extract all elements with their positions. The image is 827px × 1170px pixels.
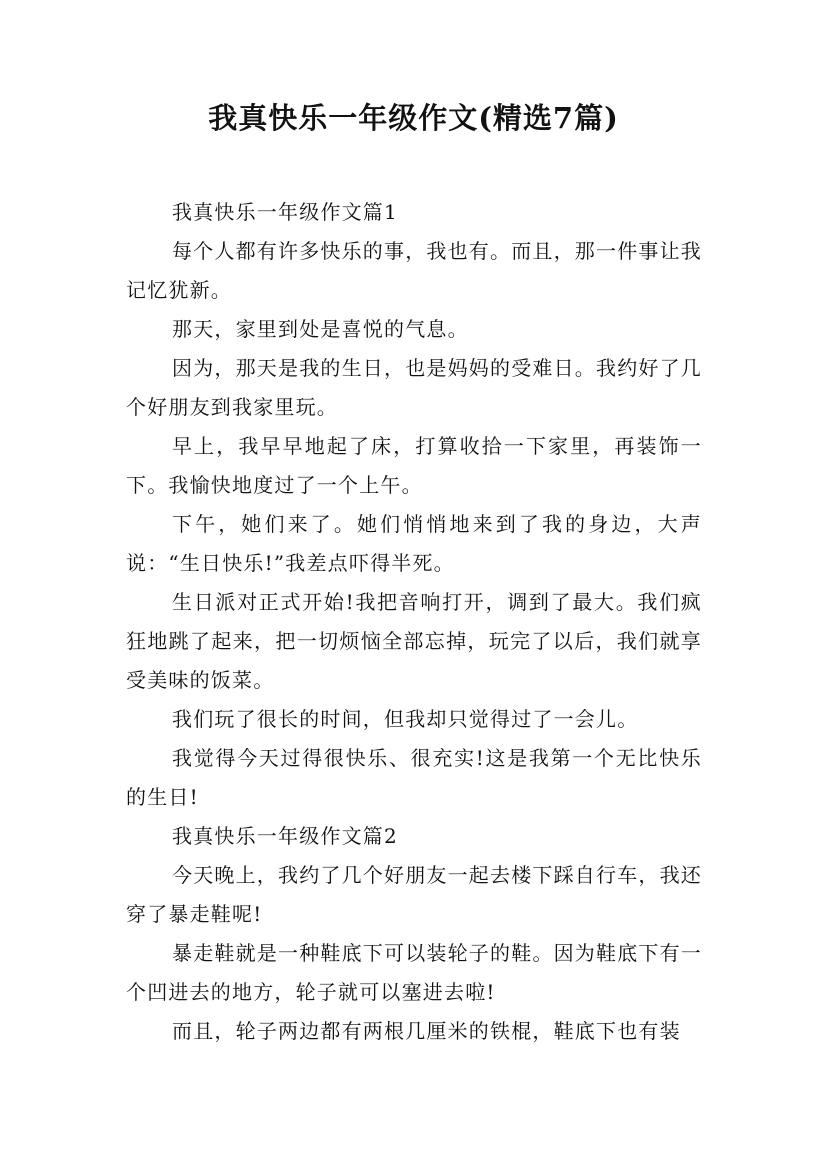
section-heading: 我真快乐一年级作文篇1: [172, 200, 398, 224]
paragraph: 而且，轮子两边都有两根几厘米的铁棍，鞋底下也有装: [172, 1019, 681, 1043]
paragraph: 下午，她们来了。她们悄悄地来到了我的身边，大声说：“生日快乐!”我差点吓得半死。: [126, 512, 702, 575]
document-title: 我真快乐一年级作文(精选7篇): [208, 101, 619, 135]
paragraph: 因为，那天是我的生日，也是妈妈的受难日。我约好了几个好朋友到我家里玩。: [126, 356, 702, 419]
paragraph: 每个人都有许多快乐的事，我也有。而且，那一件事让我记忆犹新。: [126, 239, 702, 302]
paragraph: 今天晚上，我约了几个好朋友一起去楼下踩自行车，我还穿了暴走鞋呢!: [126, 863, 702, 926]
paragraph: 暴走鞋就是一种鞋底下可以装轮子的鞋。因为鞋底下有一个凹进去的地方，轮子就可以塞进去啦!: [126, 941, 702, 1004]
paragraph: 生日派对正式开始!我把音响打开，调到了最大。我们疯狂地跳了起来，把一切烦恼全部忘掉，玩完了以后，我们就享受美味的饭菜。: [126, 590, 702, 692]
paragraph: 那天，家里到处是喜悦的气息。: [172, 317, 469, 341]
section-heading: 我真快乐一年级作文篇2: [172, 824, 398, 848]
paragraph: 早上，我早早地起了床，打算收拾一下家里，再装饰一下。我愉快地度过了一个上午。: [126, 434, 702, 497]
paragraph: 我觉得今天过得很快乐、很充实!这是我第一个无比快乐的生日!: [126, 746, 702, 809]
paragraph: 我们玩了很长的时间，但我却只觉得过了一会儿。: [172, 707, 639, 731]
document-body: [126, 193, 702, 1051]
